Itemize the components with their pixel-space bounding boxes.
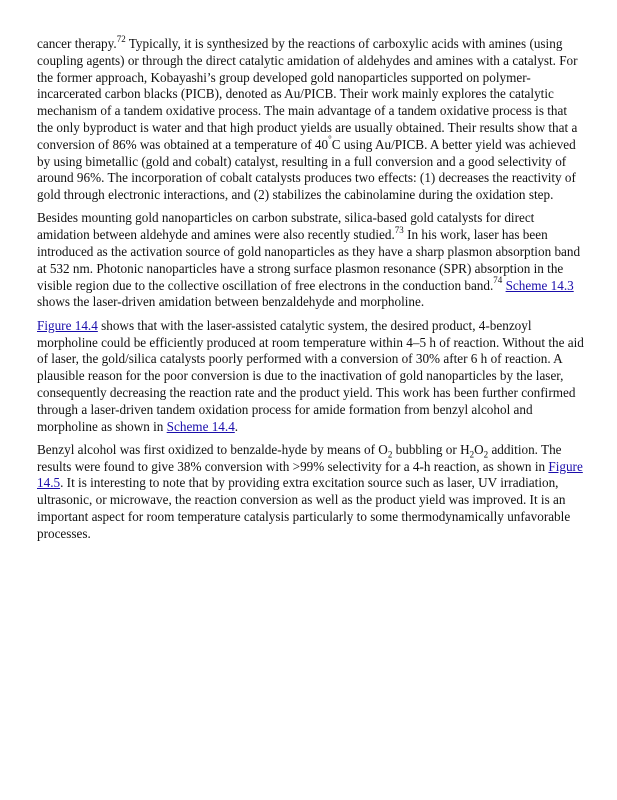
- text-run: bubbling or H: [392, 441, 470, 457]
- paragraph-3: [37, 318, 585, 436]
- text-run: Besides mounting gold nanoparticles on carbon substrate, silica-based gold catalysts for direct amidation between aldehyde and amines were also recently studied.: [37, 210, 535, 243]
- scheme-14-3-link[interactable]: Scheme 14.3: [505, 277, 574, 293]
- text-run: cancer therapy.: [37, 36, 117, 51]
- text-run: . It is interesting to note that by providing extra excitation source such as laser, UV irradiation, ultrasonic, or microwave, the reaction conversion as well as the product yield was improved. It is an important aspect for room temperature catalysis particularly to some thermodynamically unfavorable processes.: [37, 475, 571, 541]
- text-run: C using Au/PICB. A better yield was achieved by using bimetallic (gold and cobalt) catalyst, resulting in a full conversion and a good selectivity of around 96%. The incorporation of cobalt catalysts produces two effects: (1) decreases the reactivity of gold through electronic interactions, and (2) stabilizes the cabinolamine during the oxidation step.: [37, 136, 576, 203]
- subscript: 2: [387, 449, 393, 460]
- paragraph-1: [37, 33, 585, 204]
- paragraph-2: [37, 210, 585, 311]
- text-run: shows the laser-driven amidation between benzaldehyde and morpholine.: [37, 294, 425, 310]
- figure-14-5-link[interactable]: Figure 14.5: [37, 458, 583, 491]
- superscript: 74: [493, 275, 503, 286]
- scheme-14-4-link[interactable]: Scheme 14.4: [166, 418, 235, 434]
- paragraph-4: [37, 442, 585, 543]
- superscript: 73: [394, 224, 404, 235]
- text-run: .: [234, 418, 239, 434]
- figure-14-4-link[interactable]: Figure 14.4: [37, 317, 98, 333]
- text-run: In his work, laser has been introduced as the activation source of gold nanoparticles as they have a sharp plasmon absorption band at 532 nm. Photonic nanoparticles have a strong surface plasmon resonance (SPR) absorption in the visible region due to the collective oscillation of free electrons in the conduction band.: [37, 227, 581, 293]
- superscript: 72: [116, 33, 126, 44]
- text-run: Benzyl alcohol was first oxidized to benzalde-hyde by means of O: [37, 441, 388, 457]
- subscript: 2: [483, 449, 489, 460]
- superscript: °: [328, 134, 332, 145]
- text-run: O: [474, 441, 484, 457]
- text-run: Typically, it is synthesized by the reactions of carboxylic acids with amines (using coupling agents) or through the direct catalytic amidation of aldehydes and amines with a catalyst. For the former approach, Kobayashi’s group developed gold nanoparticles supported on polymer-incarcerated carbon blacks (PICB), denoted as Au/PICB. Their work mainly explores the catalytic mechanism of a tandem oxidative process. The main advantage of a tandem oxidative process is that the only byproduct is water and that high product yields are usually obtained. Their results show that a conversion of 86% was obtained at a temperature of 40: [37, 36, 578, 152]
- text-run: shows that with the laser-assisted catalytic system, the desired product, 4-benzoyl morpholine could be efficiently produced at room temperature within 4–5 h of reaction. Without the aid of laser, the gold/silica catalysts poorly performed with a conversion of 30% after 6 h of reaction. A plausible reason for the poor conversion is due to the inactivation of gold nanoparticles by the laser, consequently decreasing the reaction rate and the product yield. This work has been further confirmed through a laser-driven tandem oxidation process for amide formation from benzyl alcohol and morpholine as shown in: [37, 317, 584, 434]
- text-run: addition. The results were found to give 38% conversion with >99% selectivity for a 4-h reaction, as shown in: [37, 441, 562, 474]
- subscript: 2: [469, 449, 475, 460]
- document-body: [37, 33, 585, 549]
